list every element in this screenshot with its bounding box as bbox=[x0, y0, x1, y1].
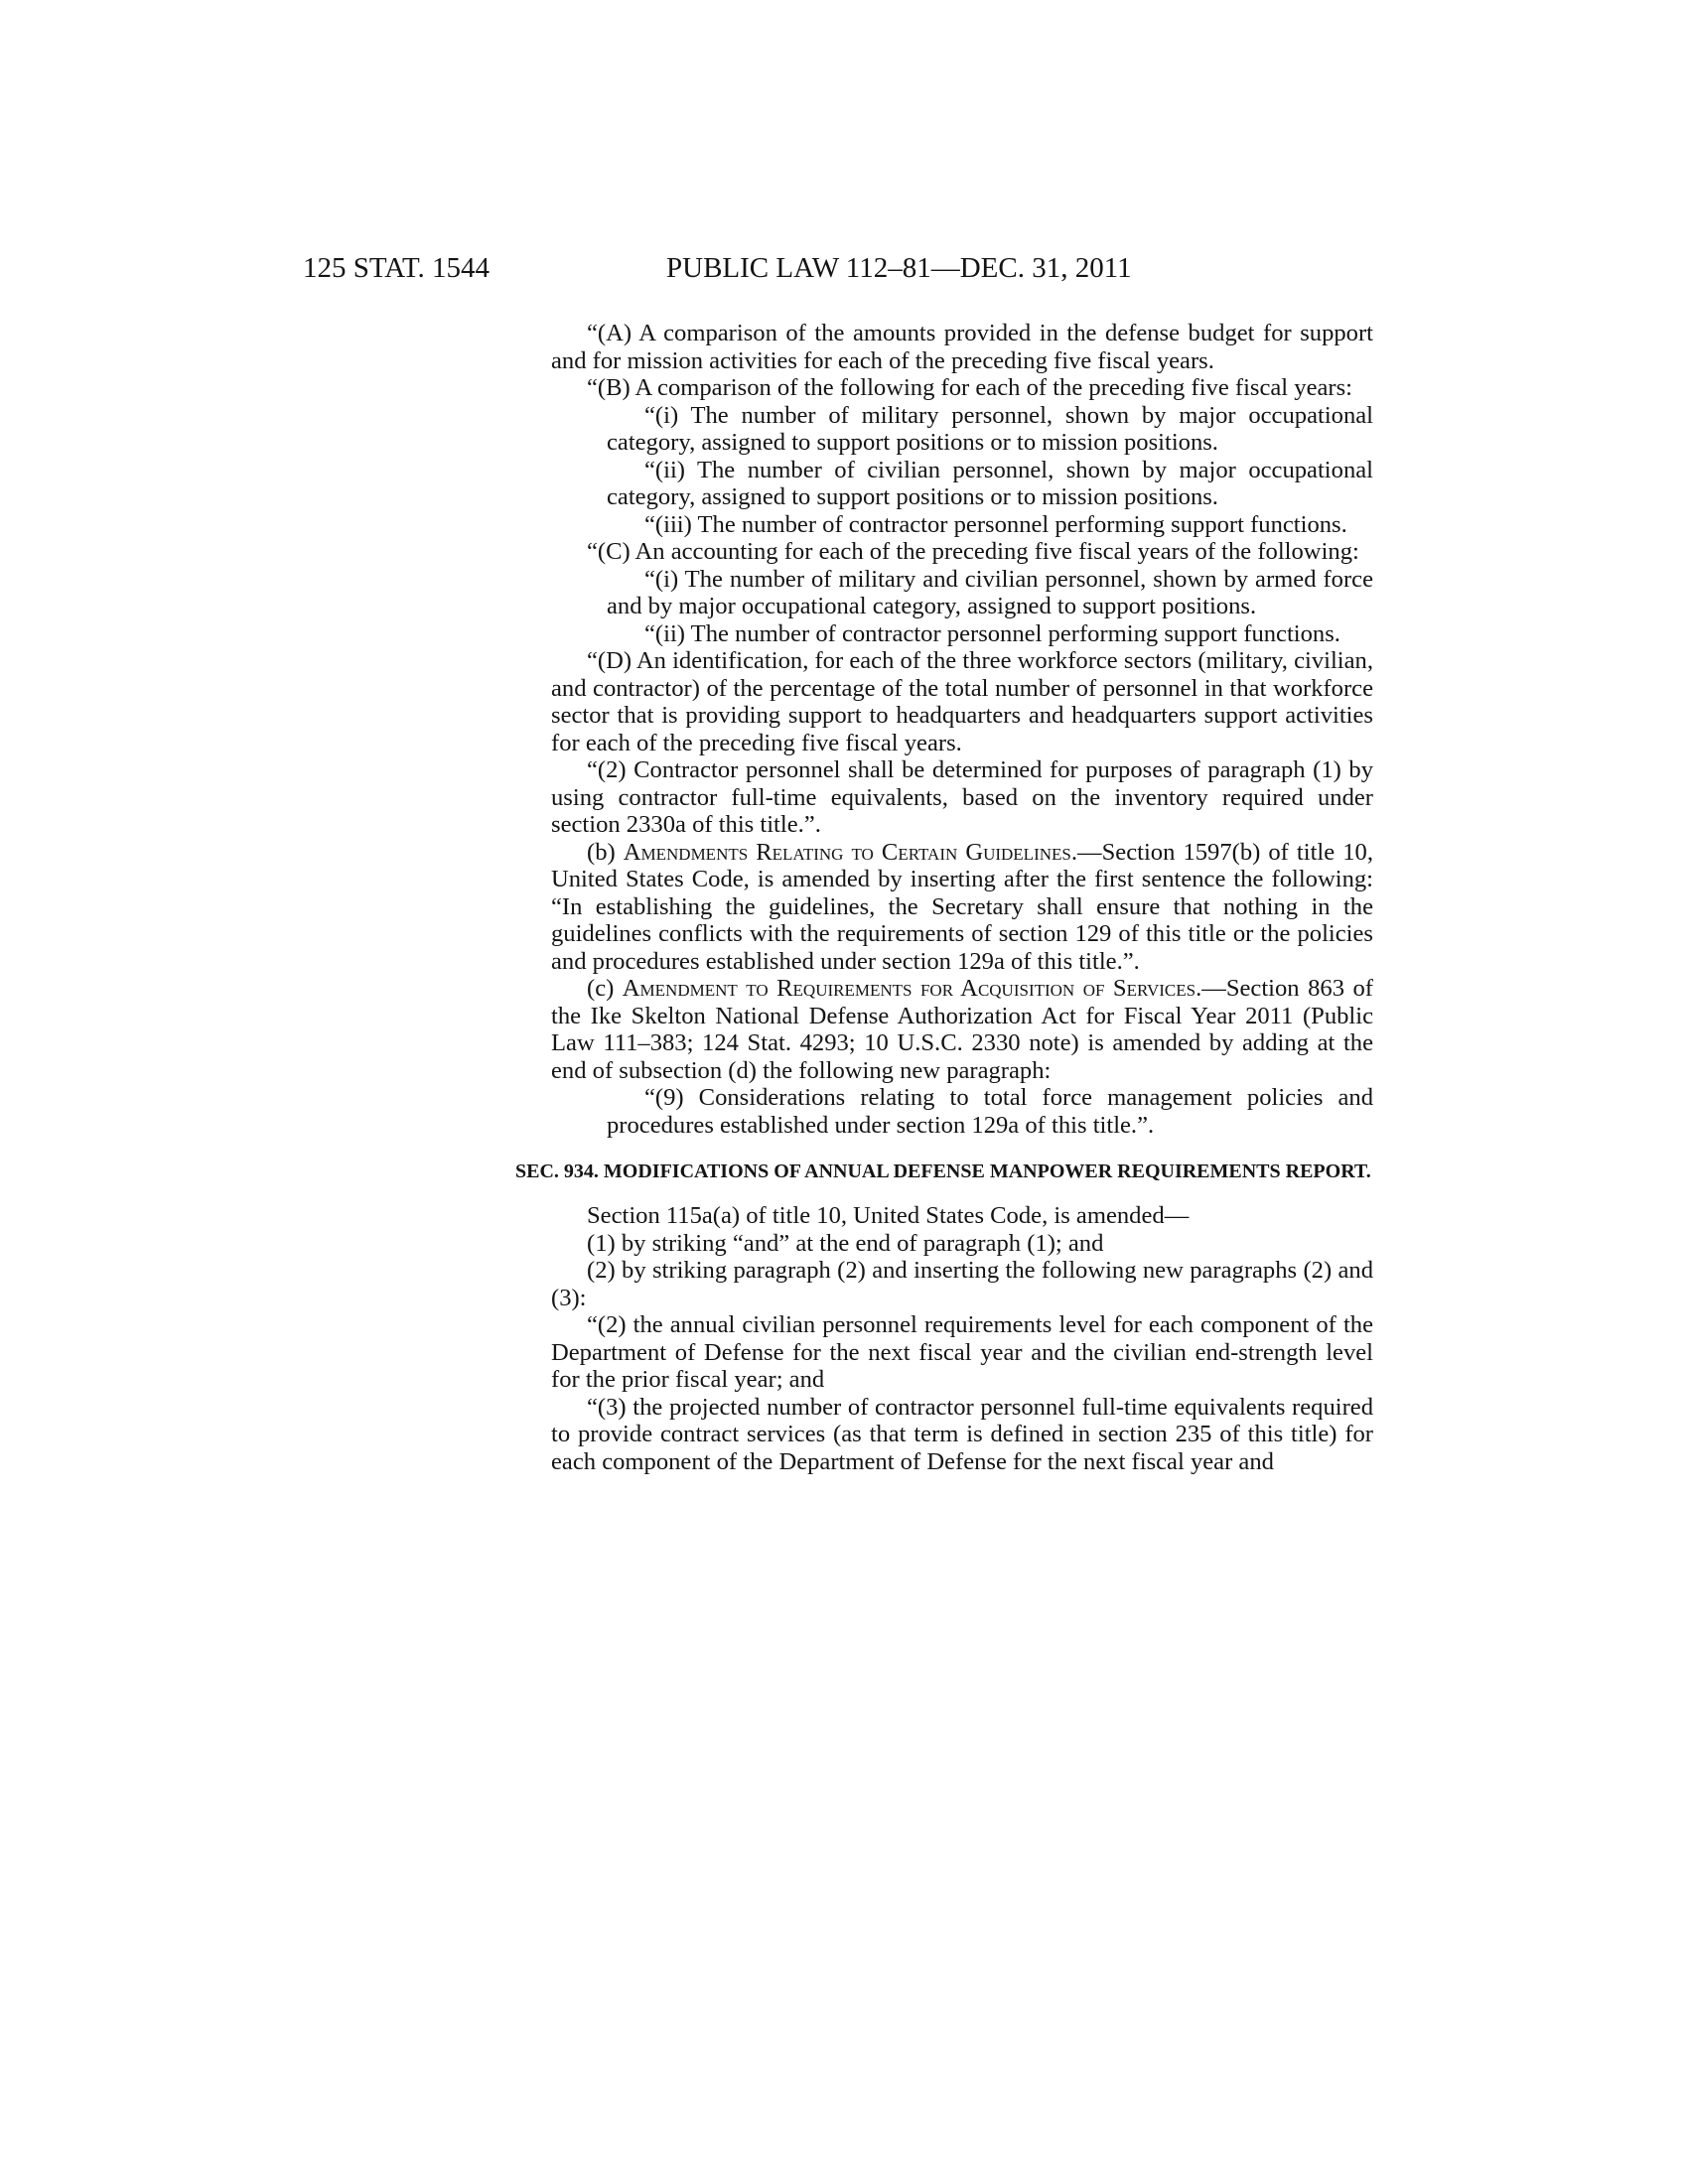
paragraph-C: “(C) An accounting for each of the preceding five fiscal years of the following: bbox=[587, 538, 1359, 565]
amendment-2: (2) by striking paragraph (2) and inserting the following new paragraphs (2) and (3): bbox=[551, 1257, 1373, 1311]
subsection-c bbox=[551, 975, 1373, 1084]
public-law-title: PUBLIC LAW 112–81—DEC. 31, 2011 bbox=[666, 252, 1132, 284]
subsection-b bbox=[551, 839, 1373, 976]
clause-C-ii: “(ii) The number of contractor personnel performing support functions. bbox=[644, 619, 1340, 647]
clause-C-i: “(i) The number of military and civilian personnel, shown by armed force and by major occupational category, assigned to support positions. bbox=[607, 565, 1373, 619]
subsection-c-lead: (c) bbox=[587, 975, 623, 1002]
amendment-1: (1) by striking “and” at the end of paragraph (1); and bbox=[587, 1229, 1104, 1257]
subsection-c-text: .—Section 863 of the Ike Skelton National Defense Authorization Act for Fiscal Year 2011 (Public Law 111–383; 124 Stat. 4293; 10 U.S.C. 2330 note) is amended by adding at the end of subsection (d) the following new paragraph: bbox=[551, 975, 1373, 1084]
clause-B-iii: “(iii) The number of contractor personnel performing support functions. bbox=[644, 510, 1347, 538]
paragraph-B: “(B) A comparison of the following for each of the preceding five fiscal years: bbox=[587, 374, 1353, 401]
statute-page-number: 125 STAT. 1544 bbox=[303, 252, 491, 284]
new-paragraph-2: “(2) the annual civilian personnel requirements level for each component of the Department of Defense for the next fiscal year and the civilian end-strength level for the prior fiscal year; and bbox=[551, 1311, 1373, 1393]
body-text bbox=[515, 320, 1373, 1475]
paragraph-9: “(9) Considerations relating to total force management policies and procedures established under section 129a of this title.”. bbox=[607, 1084, 1373, 1139]
paragraph-2: “(2) Contractor personnel shall be determined for purposes of paragraph (1) by using contractor full-time equivalents, based on the inventory required under section 2330a of this title.”. bbox=[551, 756, 1373, 838]
new-paragraph-3: “(3) the projected number of contractor personnel full-time equivalents required to provide contract services (as that term is defined in section 235 of this title) for each component of the Department of Defense for the next fiscal year and bbox=[551, 1393, 1373, 1475]
clause-B-i: “(i) The number of military personnel, shown by major occupational category, assigned to support positions or to mission positions. bbox=[607, 401, 1373, 456]
paragraph-A: “(A) A comparison of the amounts provided in the defense budget for support and for mission activities for each of the preceding five fiscal years. bbox=[551, 320, 1373, 374]
paragraph-D: “(D) An identification, for each of the three workforce sectors (military, civilian, and contractor) of the percentage of the total number of personnel in that workforce sector that is providing support to headquarters and headquarters support activities for each of the preceding five fiscal years. bbox=[551, 647, 1373, 756]
section-intro: Section 115a(a) of title 10, United States Code, is amended— bbox=[587, 1202, 1190, 1229]
subsection-b-lead: (b) bbox=[587, 838, 624, 866]
clause-B-ii: “(ii) The number of civilian personnel, shown by major occupational category, assigned to support positions or to mission positions. bbox=[607, 456, 1373, 510]
subsection-b-heading: Amendments Relating to Certain Guidelines bbox=[623, 838, 1071, 866]
subsection-b-text: .—Section 1597(b) of title 10, United States Code, is amended by inserting after the first sentence the following: “In establishing the guidelines, the Secretary shall ensure that nothing in the guidelines conflicts with the requirements of section 129 of this title or the policies and procedures established under section 129a of this title.”. bbox=[551, 838, 1373, 975]
section-heading: SEC. 934. MODIFICATIONS OF ANNUAL DEFENSE MANPOWER REQUIREMENTS REPORT. bbox=[515, 1160, 1371, 1182]
running-header bbox=[303, 248, 1395, 288]
subsection-c-heading: Amendment to Requirements for Acquisition of Services bbox=[622, 975, 1196, 1002]
